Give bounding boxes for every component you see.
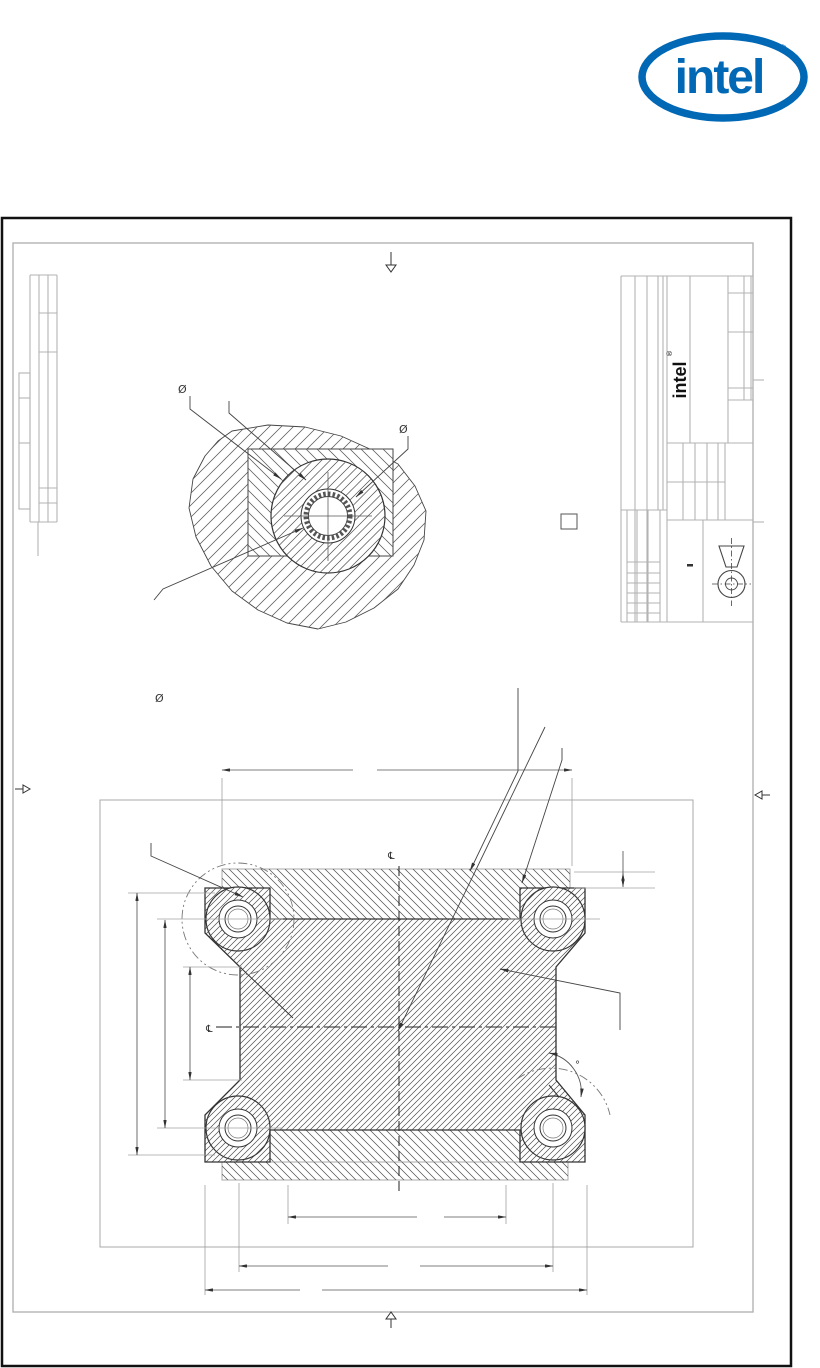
title-block-grid <box>621 276 764 622</box>
section-view <box>100 688 693 1295</box>
title-block-intel-logo <box>666 350 690 399</box>
angle-degree-label: ° <box>575 1060 580 1071</box>
intel-logo-registered-mark: ® <box>777 42 788 55</box>
title-block <box>621 276 764 622</box>
title-block-intel-text: intel <box>670 361 690 399</box>
hole-bottom-right <box>521 1096 585 1160</box>
projection-symbol <box>712 538 751 606</box>
revision-table <box>19 275 57 556</box>
title-block-note-mark <box>687 564 693 567</box>
intel-logo-text: intel <box>674 51 764 104</box>
intel-logo <box>642 36 804 118</box>
top-rail <box>222 869 570 919</box>
centering-mark-top <box>386 252 396 272</box>
centering-mark-bottom <box>386 1312 396 1328</box>
detail-view <box>154 383 426 705</box>
centering-mark-right <box>755 791 770 799</box>
title-block-registered-mark: ® <box>666 350 674 357</box>
diameter-label-upper-left: Ø <box>178 383 187 396</box>
centering-mark-left <box>15 785 30 793</box>
diameter-label-lower-left: Ø <box>155 692 164 705</box>
bottom-rail <box>222 1130 568 1180</box>
centerline-symbol-left: ℄ <box>206 1024 213 1035</box>
note-square <box>561 514 577 529</box>
centerline-symbol-top: ℄ <box>388 851 395 862</box>
diameter-label-right: Ø <box>399 423 408 436</box>
